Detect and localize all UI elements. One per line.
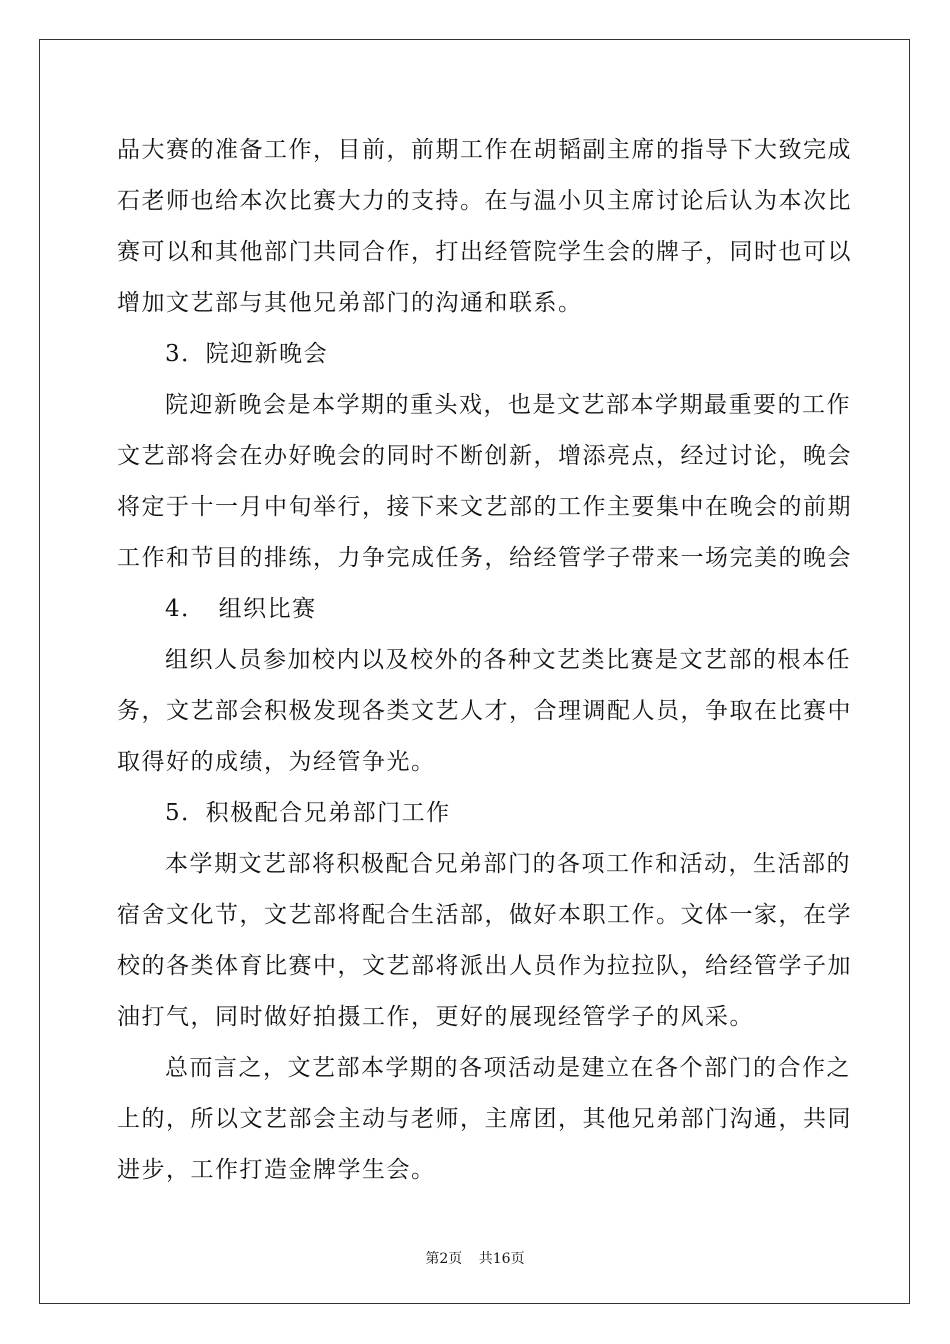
body-line: 上的，所以文艺部会主动与老师，主席团，其他兄弟部门沟通，共同 bbox=[117, 1106, 852, 1132]
body-line: 品大赛的准备工作，目前，前期工作在胡韬副主席的指导下大致完成 bbox=[117, 137, 852, 163]
body-line: 文艺部将会在办好晚会的同时不断创新，增添亮点，经过讨论，晚会 bbox=[117, 443, 852, 469]
body-line: 取得好的成绩，为经管争光。 bbox=[117, 749, 436, 775]
body-line: 工作和节目的排练，力争完成任务，给经管学子带来一场完美的晚会 bbox=[117, 545, 852, 571]
body-line: 本学期文艺部将积极配合兄弟部门的各项工作和活动，生活部的 bbox=[165, 851, 851, 877]
body-line: 院迎新晚会是本学期的重头戏，也是文艺部本学期最重要的工作 bbox=[165, 392, 851, 418]
body-line: 石老师也给本次比赛大力的支持。在与温小贝主席讨论后认为本次比 bbox=[117, 188, 852, 214]
body-line: 油打气，同时做好拍摄工作，更好的展现经管学子的风采。 bbox=[117, 1004, 754, 1030]
page-number: 第2页 bbox=[425, 1251, 463, 1267]
section-heading: 4． 组织比赛 bbox=[165, 596, 317, 622]
body-line: 校的各类体育比赛中，文艺部将派出人员作为拉拉队，给经管学子加 bbox=[117, 953, 852, 979]
document-body bbox=[117, 125, 852, 1196]
body-line: 务，文艺部会积极发现各类文艺人才，合理调配人员，争取在比赛中 bbox=[117, 698, 852, 724]
body-line: 将定于十一月中旬举行，接下来文艺部的工作主要集中在晚会的前期 bbox=[117, 494, 852, 520]
body-line: 进步，工作打造金牌学生会。 bbox=[117, 1157, 436, 1183]
body-line: 宿舍文化节，文艺部将配合生活部，做好本职工作。文体一家，在学 bbox=[117, 902, 852, 928]
body-line: 赛可以和其他部门共同合作，打出经管院学生会的牌子，同时也可以 bbox=[117, 239, 852, 265]
page-footer bbox=[0, 1248, 950, 1268]
body-line: 增加文艺部与其他兄弟部门的沟通和联系。 bbox=[117, 290, 583, 316]
section-heading: 5．积极配合兄弟部门工作 bbox=[165, 800, 451, 826]
body-line: 总而言之，文艺部本学期的各项活动是建立在各个部门的合作之 bbox=[165, 1055, 851, 1081]
page-total: 共16页 bbox=[478, 1251, 525, 1267]
section-heading: 3．院迎新晚会 bbox=[165, 341, 329, 367]
body-line: 组织人员参加校内以及校外的各种文艺类比赛是文艺部的根本任 bbox=[165, 647, 851, 673]
